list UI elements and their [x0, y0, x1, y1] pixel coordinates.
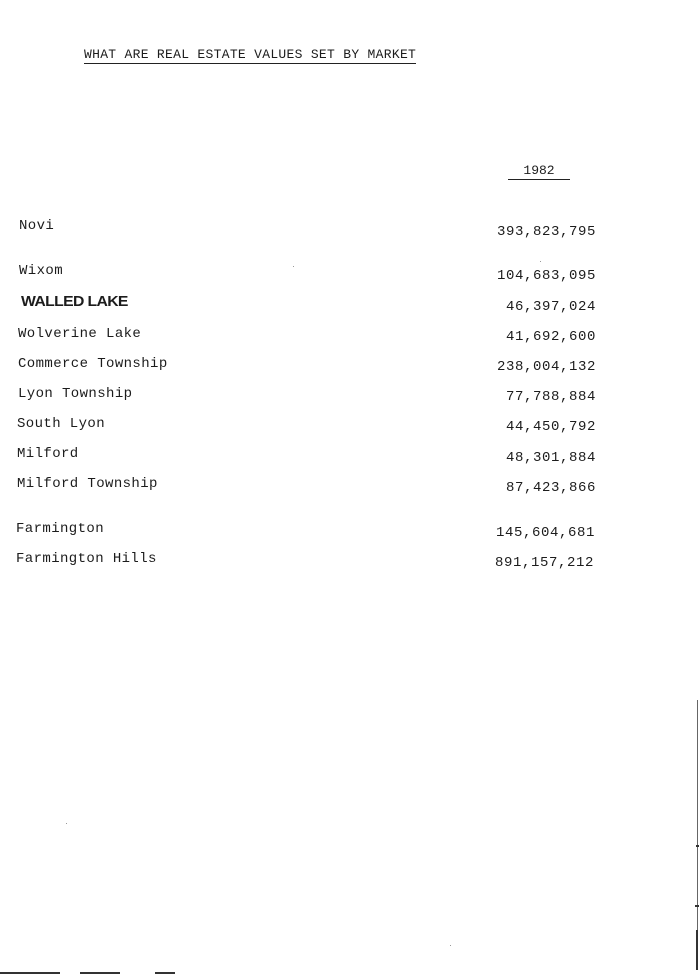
municipality-name: Wixom: [19, 263, 64, 279]
scan-edge-bottom: [0, 972, 60, 974]
municipality-value: 41,692,600: [505, 329, 596, 345]
municipality-name: Commerce Township: [18, 356, 168, 372]
document-title: WHAT ARE REAL ESTATE VALUES SET BY MARKET: [84, 47, 417, 62]
municipality-value: 87,423,866: [505, 480, 596, 496]
municipality-value: 238,004,132: [496, 359, 596, 375]
municipality-value: 891,157,212: [494, 555, 594, 571]
table-row: [0, 476, 700, 496]
table-row: [0, 263, 700, 283]
table-row: [0, 416, 700, 436]
table-row: [0, 521, 700, 541]
scan-edge-right: [697, 700, 698, 960]
municipality-name: South Lyon: [17, 416, 106, 432]
scan-mark: [696, 845, 699, 847]
table-row: [0, 446, 700, 466]
table-row: [0, 293, 700, 313]
scan-edge-bottom: [155, 972, 175, 974]
municipality-value: 393,823,795: [496, 224, 596, 240]
scan-mark: [696, 930, 698, 970]
scan-speck: [293, 266, 294, 267]
scan-speck: [66, 823, 67, 824]
municipality-value: 48,301,884: [505, 450, 596, 466]
municipality-name: Milford Township: [17, 476, 158, 492]
municipality-name: Novi: [19, 218, 55, 234]
table-row: [0, 326, 700, 346]
municipality-value: 46,397,024: [505, 299, 596, 315]
municipality-name: Farmington: [16, 521, 105, 537]
municipality-value: 77,788,884: [505, 389, 596, 405]
municipality-value: 44,450,792: [505, 419, 596, 435]
municipality-value: 145,604,681: [495, 525, 595, 541]
table-row: [0, 551, 700, 571]
table-row: [0, 386, 700, 406]
municipality-name: WALLED LAKE: [21, 293, 128, 310]
year-column-header: 1982: [508, 163, 570, 180]
table-row: [0, 218, 700, 238]
scan-speck: [540, 261, 541, 262]
municipality-value: 104,683,095: [496, 268, 596, 284]
municipality-name: Lyon Township: [18, 386, 133, 402]
scan-mark: [695, 905, 699, 907]
municipality-name: Farmington Hills: [16, 551, 157, 567]
table-row: [0, 356, 700, 376]
scan-edge-bottom: [80, 972, 120, 974]
scan-speck: [450, 945, 451, 946]
municipality-name: Wolverine Lake: [18, 326, 142, 342]
municipality-name: Milford: [17, 446, 79, 462]
